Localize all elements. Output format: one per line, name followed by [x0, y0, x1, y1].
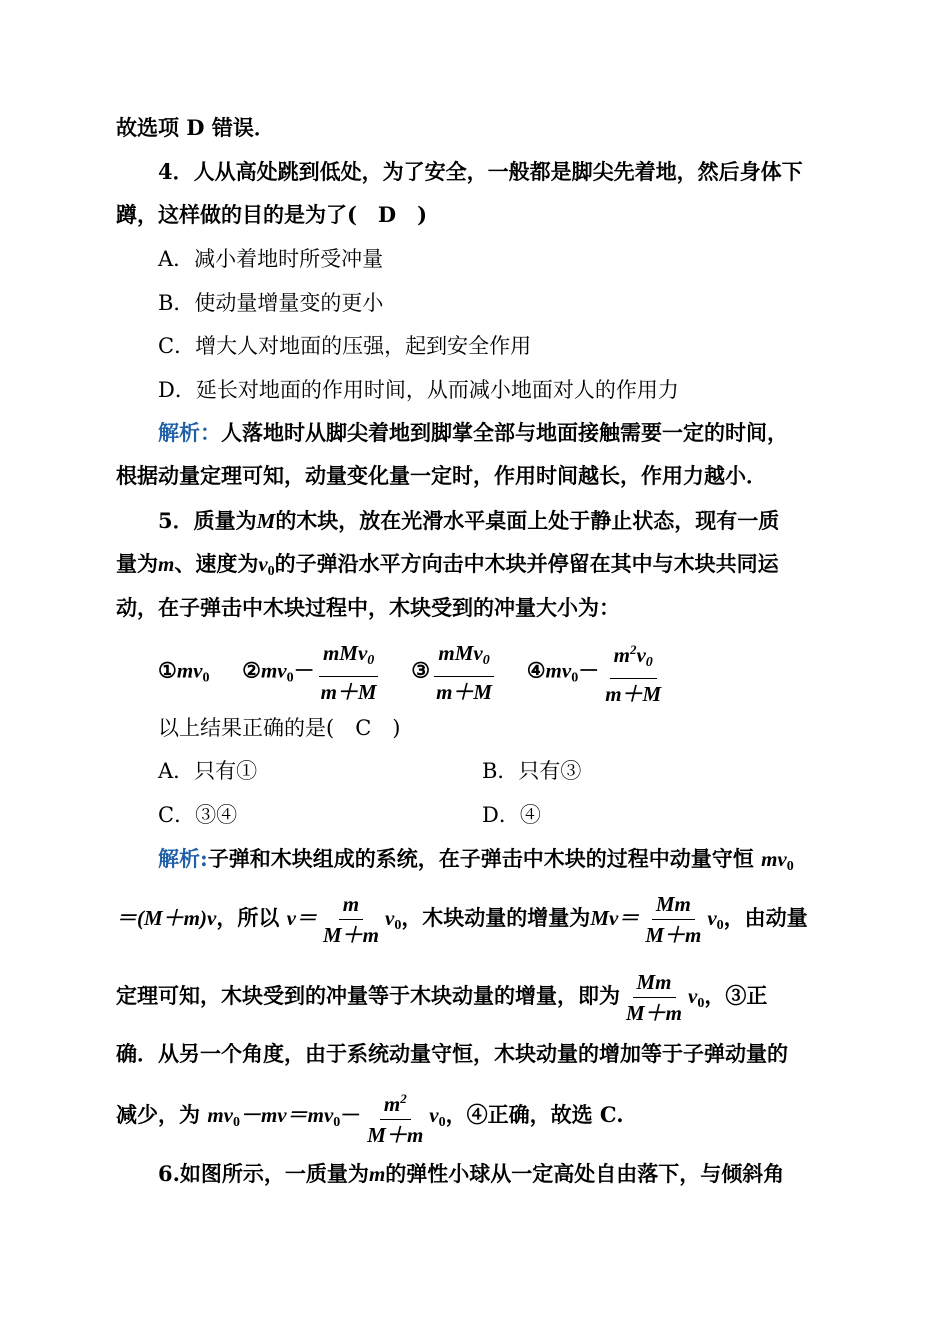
question-6-stem: 6.如图所示，一质量为m的弹性小球从一定高处自由落下，与倾斜角	[158, 1161, 785, 1186]
question-5-options-row2: C．③④ D．④	[158, 803, 541, 827]
question-5-stem-cont2: 动，在子弹击中木块过程中，木块受到的冲量大小为：	[116, 595, 620, 620]
question-5-choices: $①mv_0$ $②mv_0-$ $\frac{mMv_0}{m+M}$ ③ $\frac{mMv_0}{m+M}$ $④mv_0-$ $\frac{m^2v_0}{m+M}$	[158, 637, 838, 697]
question-4-option-a: A．减小着地时所受冲量	[158, 247, 384, 271]
fraction: $\frac{m^2}{M+m}$	[363, 1086, 427, 1148]
question-5-answer: 以上结果正确的是( C )	[158, 716, 401, 740]
question-4-stem: 4．人从高处跳到低处，为了安全，一般都是脚尖先着地，然后身体下	[158, 159, 803, 184]
question-4-option-c: C．增大人对地面的压强，起到安全作用	[158, 334, 532, 358]
question-5-explanation-line3: 定理可知，木块受到的冲量等于木块动量的增量，即为 $\frac{Mm}{M+m}$ $v_0$，③正	[116, 970, 768, 1025]
question-5-stem: 5．质量为M的木块，放在光滑水平桌面上处于静止状态，现有一质	[158, 508, 780, 533]
fraction: $\frac{Mm}{M+m}$	[645, 892, 702, 947]
question-5-explanation-line4: 确．从另一个角度，由于系统动量守恒，木块动量的增加等于子弹动量的	[116, 1041, 788, 1066]
fraction: $\frac{m}{M+m}$	[322, 892, 379, 947]
question-5-explanation-line5: 减少，为 $mv_0-mv=mv_0-$ $\frac{m^2}{M+m}$ $v_0$，④正确，故选 C.	[116, 1085, 838, 1145]
question-4-explanation: 解析：人落地时从脚尖着地到脚掌全部与地面接触需要一定的时间，	[158, 420, 788, 445]
question-5-explanation: 解析:子弹和木块组成的系统，在子弹击中木块的过程中动量守恒 $mv_0$	[158, 846, 794, 874]
question-4-option-d: D．延长对地面的作用时间，从而减小地面对人的作用力	[158, 378, 679, 402]
question-5-stem-cont: 量为m、速度为$v_0$的子弹沿水平方向击中木块并停留在其中与木块共同运	[116, 551, 779, 579]
explanation-label: 解析：	[158, 420, 221, 445]
question-4-stem-cont: 蹲，这样做的目的是为了( D )	[116, 202, 428, 227]
fraction: $\frac{Mm}{M+m}$	[626, 970, 683, 1025]
text-line: 故选项 D 错误．	[116, 115, 275, 140]
question-4-option-b: B．使动量增量变的更小	[158, 291, 384, 315]
question-5-options-row1: A．只有① B．只有③	[158, 759, 582, 783]
fraction: $\frac{mMv_0}{m+M}$	[320, 640, 377, 704]
fraction: $\frac{m^2v_0}{m+M}$	[601, 637, 665, 707]
question-5-explanation-line2: ＝(M＋m)v，所以 v＝ $\frac{m}{M+m}$ $v_0$，木块动量的增量为Mv＝ $\frac{Mm}{M+m}$ $v_0$，由动量	[116, 892, 808, 947]
fraction: $\frac{mMv_0}{m+M}$	[436, 640, 493, 704]
question-4-explanation-cont: 根据动量定理可知，动量变化量一定时，作用时间越长，作用力越小．	[116, 463, 767, 488]
explanation-label: 解析:	[158, 846, 208, 871]
